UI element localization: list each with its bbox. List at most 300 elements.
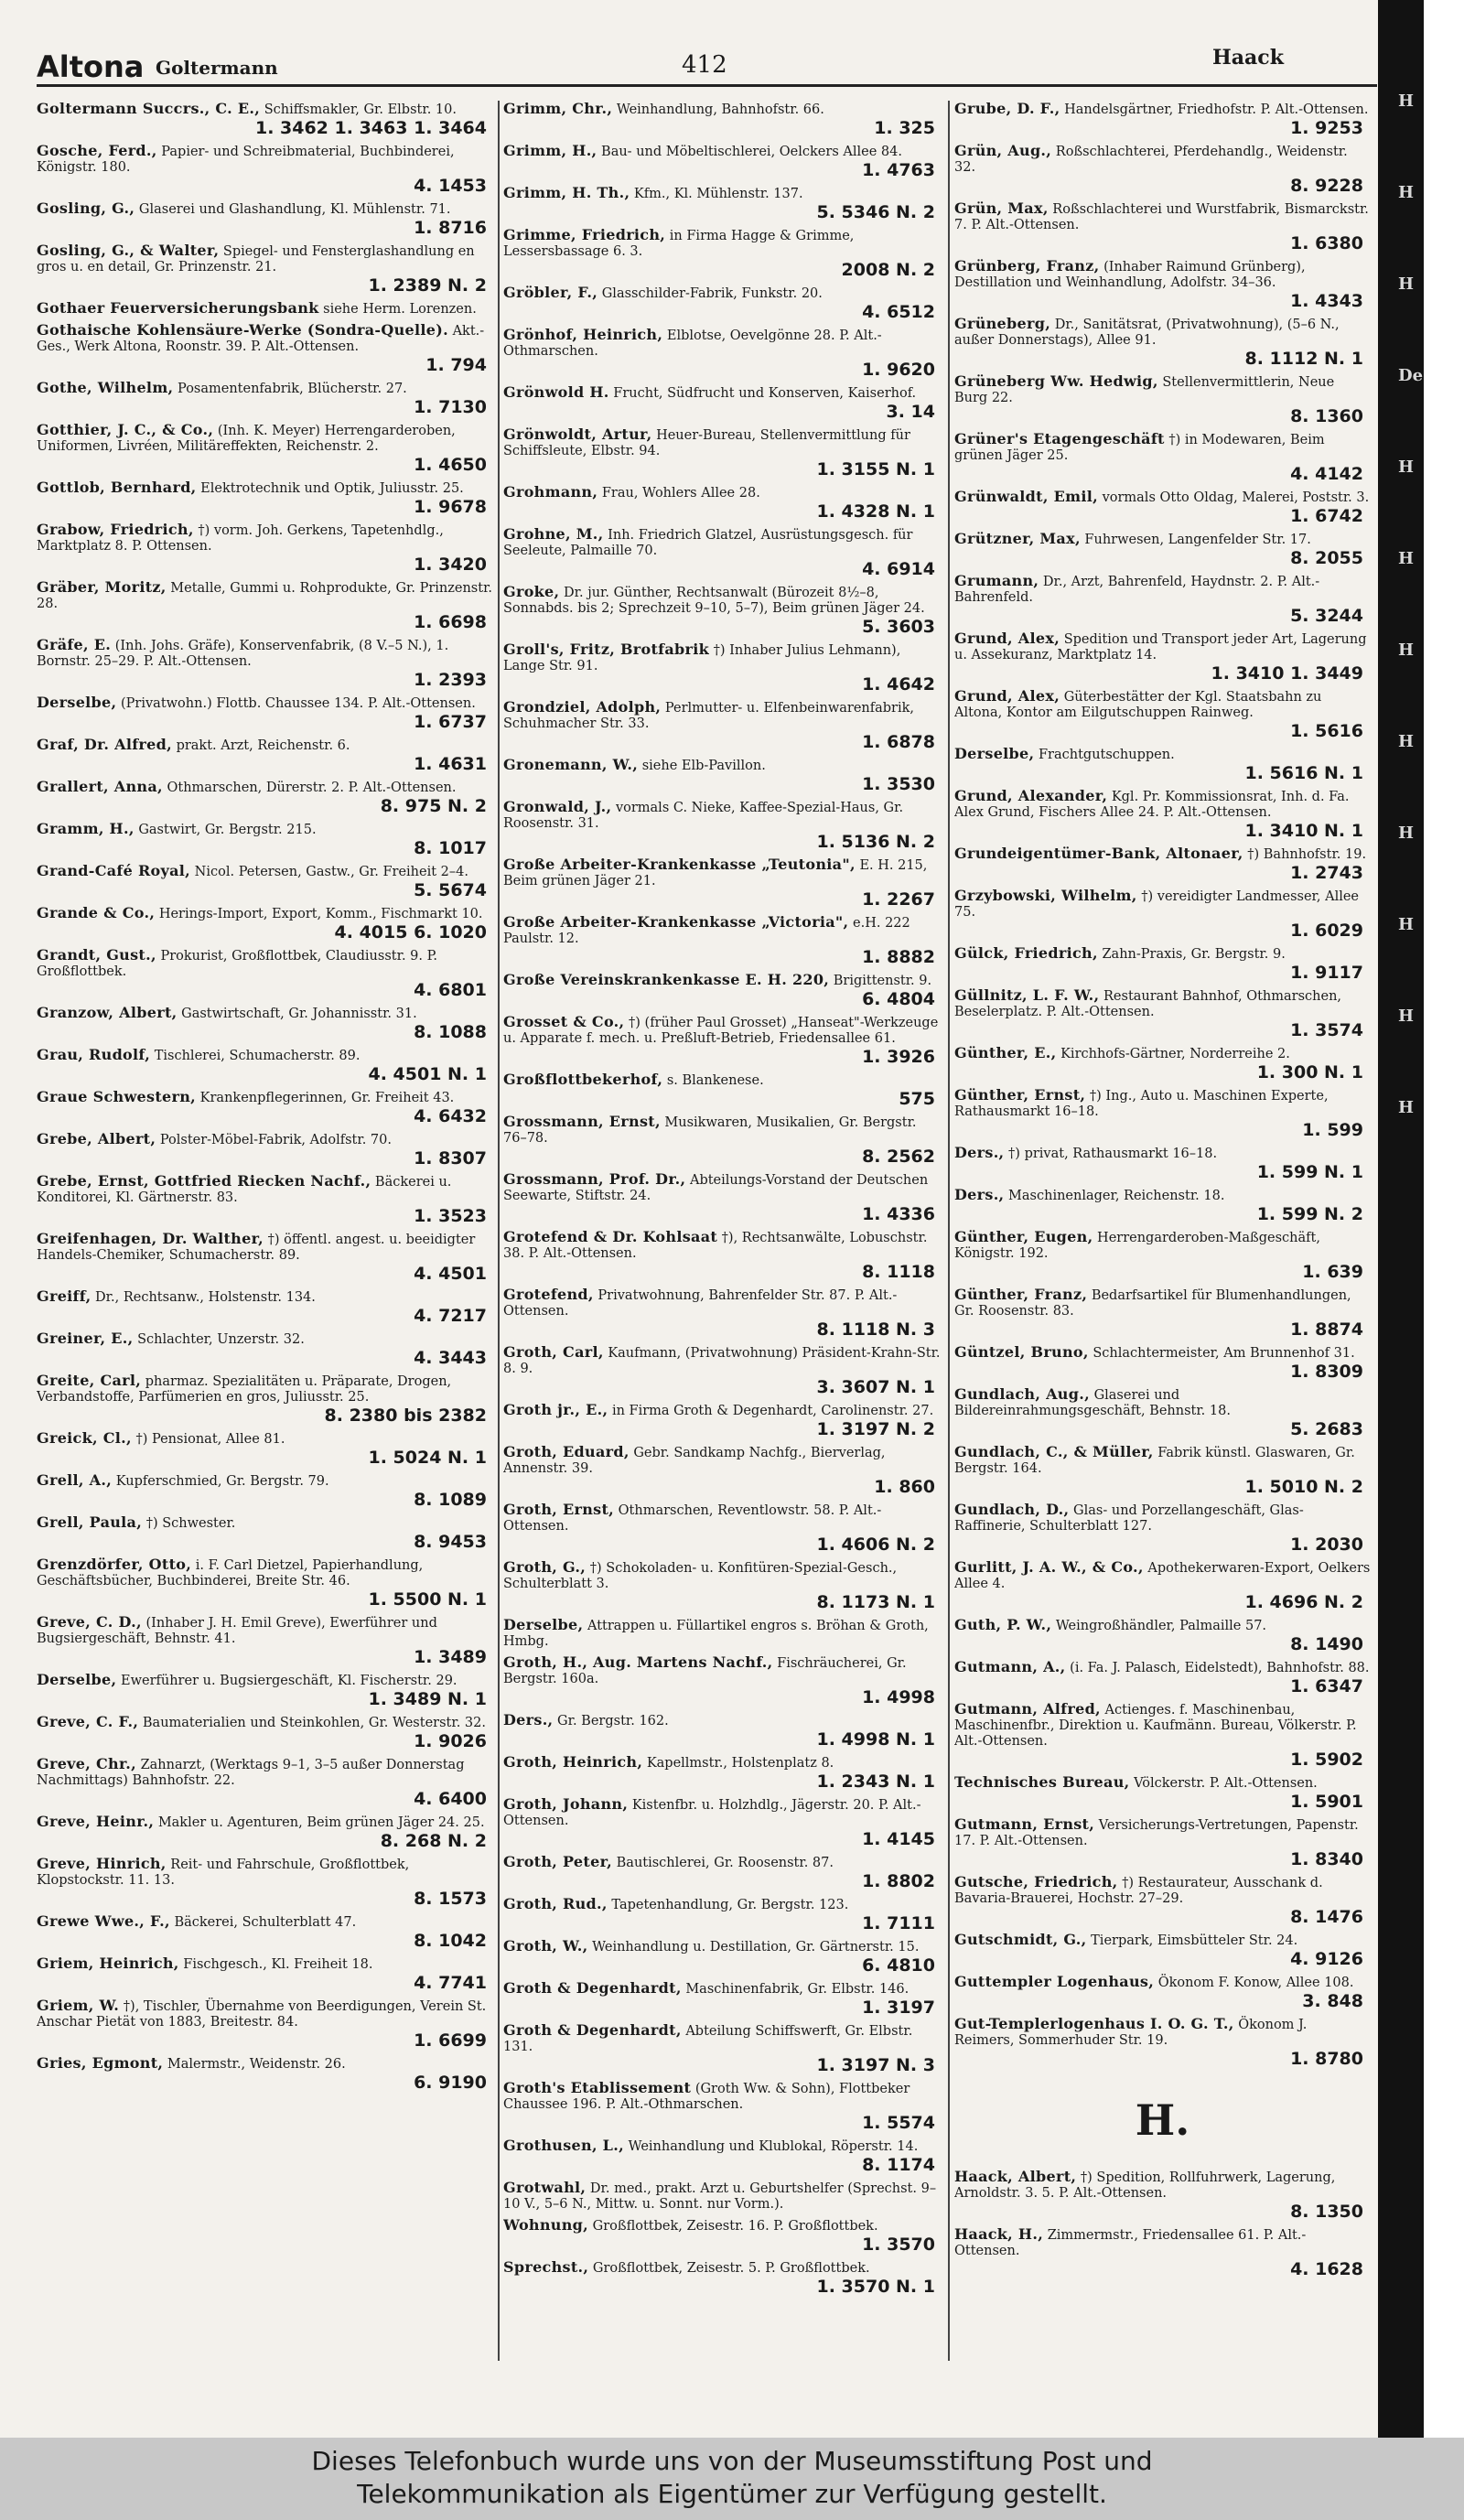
entry-name: Grimm, H. Th., xyxy=(503,184,630,201)
neighbor-page-letter: H xyxy=(1398,549,1415,568)
entry-phone-number: 4. 7741 xyxy=(414,1973,487,1993)
entry-phone-number: 1. 8802 xyxy=(862,1871,935,1891)
directory-entry xyxy=(503,1559,942,1612)
directory-entry xyxy=(954,1045,1371,1082)
entry-details: Gr. Bergstr. 162. xyxy=(557,1714,669,1728)
entry-name: Grumann, xyxy=(954,572,1039,589)
directory-entry xyxy=(503,2217,942,2255)
entry-phone-number: 8. 1173 N. 1 xyxy=(816,1592,935,1612)
entry-details: Abteilungs-Vorstand der Deutschen Seewarte, Stiftstr. 24. xyxy=(503,1173,929,1203)
entry-name: Groth, Eduard, xyxy=(503,1443,630,1460)
entry-name: Granzow, Albert, xyxy=(37,1004,178,1021)
entry-phone-number: 2008 N. 2 xyxy=(841,260,935,280)
entry-phone-number: 3. 3607 N. 1 xyxy=(816,1377,935,1397)
directory-entry xyxy=(503,1754,942,1792)
entry-phone-number: 1. 325 xyxy=(874,118,935,138)
entry-name: Greite, Carl, xyxy=(37,1372,142,1389)
directory-entry xyxy=(503,1854,942,1891)
entry-phone-number: 4. 6801 xyxy=(414,980,487,1000)
entry-details: Glasschilder-Fabrik, Funkstr. 20. xyxy=(601,286,823,301)
entry-details: †) vorm. Joh. Gerkens, Tapetenhdlg., Marktplatz 8. P. Ottensen. xyxy=(37,523,444,554)
entry-name: Grimme, Friedrich, xyxy=(503,226,666,243)
entry-details: Tischlerei, Schumacherstr. 89. xyxy=(154,1049,361,1063)
directory-entry xyxy=(954,1187,1371,1224)
entry-name: Grimm, H., xyxy=(503,142,597,159)
entry-details: (Inh. K. Meyer) Herrengarderoben, Uniformen, Livréen, Militäreffekten, Reichenstr. 2. xyxy=(37,424,456,454)
entry-name: Groth, Rud., xyxy=(503,1895,608,1912)
entry-phone-number: 1. 6742 xyxy=(1290,506,1363,526)
directory-entry xyxy=(954,143,1371,196)
entry-details: Maschinenfabrik, Gr. Elbstr. 146. xyxy=(685,1982,910,1997)
entry-details: Weinhandlung und Klublokal, Röperstr. 14. xyxy=(628,2139,919,2154)
banner-line-2: Telekommunikation als Eigentümer zur Verfügung gestellt. xyxy=(357,2479,1107,2509)
entry-phone-number: 4. 6512 xyxy=(862,302,935,322)
directory-entry xyxy=(954,688,1371,741)
entry-phone-number: 1. 599 xyxy=(1302,1120,1363,1140)
entry-details: Spiegel- und Fensterglashandlung en gros u. en detail, Gr. Prinzenstr. 21. xyxy=(37,244,475,275)
entry-details: †) Pensionat, Allee 81. xyxy=(135,1432,285,1447)
entry-phone-number: 8. 1089 xyxy=(414,1490,487,1510)
entry-details: Versicherungs-Vertretungen, Papenstr. 17. P. Alt.-Ottensen. xyxy=(954,1818,1359,1848)
entry-phone-number: 1. 4328 N. 1 xyxy=(816,501,935,522)
entry-details: Tapetenhandlung, Gr. Bergstr. 123. xyxy=(611,1898,849,1912)
directory-entry xyxy=(37,1955,494,1993)
directory-entry xyxy=(503,526,942,579)
entry-name: Graue Schwestern, xyxy=(37,1088,197,1105)
entry-name: Greve, Heinr., xyxy=(37,1813,155,1830)
entry-details: Brigittenstr. 9. xyxy=(833,974,932,988)
entry-name: Greiff, xyxy=(37,1287,92,1305)
directory-entry xyxy=(954,1145,1371,1182)
entry-phone-number: 8. 1360 xyxy=(1290,406,1363,426)
entry-name: Günther, Ernst, xyxy=(954,1086,1086,1104)
entry-details: prakt. Arzt, Reichenstr. 6. xyxy=(176,738,350,753)
entry-name: Grohne, M., xyxy=(503,525,604,543)
entry-name: Güntzel, Bruno, xyxy=(954,1343,1089,1361)
entry-details: Schlachter, Unzerstr. 32. xyxy=(137,1332,305,1347)
entry-phone-number: 1. 2393 xyxy=(414,670,487,690)
entry-phone-number: 8. 9228 xyxy=(1290,176,1363,196)
entry-details: Fischräucherei, Gr. Bergstr. 160a. xyxy=(503,1656,907,1686)
entry-name: Grothusen, L., xyxy=(503,2137,624,2154)
entry-name: Grau, Rudolf, xyxy=(37,1046,151,1063)
entry-details: Ökonom F. Konow, Allee 108. xyxy=(1157,1976,1354,1990)
entry-name: Große Arbeiter-Krankenkasse „Teutonia", xyxy=(503,856,856,873)
entry-name: Haack, Albert, xyxy=(954,2168,1077,2185)
directory-entry xyxy=(503,699,942,752)
entry-details: Kapellmstr., Holstenplatz 8. xyxy=(646,1756,834,1771)
entry-phone-number: 1. 6878 xyxy=(862,732,935,752)
directory-entry xyxy=(37,1514,494,1552)
directory-entry xyxy=(503,2138,942,2175)
entry-details: Kirchhofs-Gärtner, Norderreihe 2. xyxy=(1060,1047,1290,1061)
column-3-entries-after-letter xyxy=(954,2169,1371,2279)
directory-entry xyxy=(37,1814,494,1851)
directory-entry xyxy=(503,1938,942,1976)
entry-name: Guth, P. W., xyxy=(954,1616,1052,1633)
directory-entry xyxy=(37,1856,494,1909)
entry-details: Fischgesch., Kl. Freiheit 18. xyxy=(183,1957,373,1972)
directory-entry xyxy=(954,200,1371,253)
entry-name: Grallert, Anna, xyxy=(37,778,163,795)
directory-entry xyxy=(503,1171,942,1224)
entry-details: pharmaz. Spezialitäten u. Präparate, Drogen, Verbandstoffe, Parfümerien en gros, Juliusstr. 25. xyxy=(37,1374,452,1405)
entry-phone-number: 1. 4650 xyxy=(414,455,487,475)
entry-phone-number: 1. 8780 xyxy=(1290,2049,1363,2069)
directory-entry xyxy=(37,200,494,238)
entry-phone-number: 1. 794 xyxy=(425,355,487,375)
entry-name: Greifenhagen, Dr. Walther, xyxy=(37,1230,264,1247)
entry-name: Guttempler Logenhaus, xyxy=(954,1973,1155,1990)
directory-entry xyxy=(37,380,494,417)
entry-name: Groth, Johann, xyxy=(503,1795,629,1813)
page-header xyxy=(37,40,1354,86)
column-divider xyxy=(498,101,500,2361)
entry-name: Groth & Degenhardt, xyxy=(503,2021,682,2039)
entry-name: Greve, Hinrich, xyxy=(37,1855,167,1872)
entry-name: Gothaische Kohlensäure-Werke (Sondra-Quelle). xyxy=(37,321,448,339)
directory-entry xyxy=(503,227,942,280)
entry-name: Groth & Degenhardt, xyxy=(503,1979,682,1997)
directory-entry xyxy=(37,1288,494,1326)
header-range-end: Haack xyxy=(1212,46,1284,70)
entry-name: Grünberg, Franz, xyxy=(954,257,1100,275)
entry-details: (Groth Ww. & Sohn), Flottbeker Chaussee 196. P. Alt.-Othmarschen. xyxy=(503,2082,910,2112)
directory-entry xyxy=(37,1913,494,1951)
entry-details: Abteilung Schiffswerft, Gr. Elbstr. 131. xyxy=(503,2024,913,2054)
neighbor-page-letters xyxy=(1398,92,1424,1190)
directory-entry xyxy=(37,821,494,858)
directory-entry xyxy=(37,1430,494,1468)
entry-phone-number: 1. 5500 N. 1 xyxy=(368,1589,487,1610)
directory-entry xyxy=(37,579,494,632)
entry-details: Dr., Sanitätsrat, (Privatwohnung), (5–6 N., außer Donnerstags), Allee 91. xyxy=(954,318,1340,348)
directory-entry xyxy=(954,746,1371,783)
entry-phone-number: 1. 9253 xyxy=(1290,118,1363,138)
directory-entry xyxy=(954,1386,1371,1439)
entry-name: Grotefend & Dr. Kohlsaat xyxy=(503,1228,718,1245)
entry-phone-number: 1. 7130 xyxy=(414,397,487,417)
entry-details: in Firma Hagge & Grimme, Lessersbassage 6. 3. xyxy=(503,229,855,259)
neighbor-page-letter: H xyxy=(1398,458,1415,477)
entry-phone-number: 1. 2743 xyxy=(1290,863,1363,883)
entry-details: Fabrik künstl. Glaswaren, Gr. Bergstr. 164. xyxy=(954,1446,1355,1476)
entry-name: Grewe Wwe., F., xyxy=(37,1912,170,1930)
entry-phone-number: 1. 7111 xyxy=(862,1913,935,1933)
entry-phone-number: 1. 6698 xyxy=(414,612,487,632)
entry-name: Derselbe, xyxy=(503,1616,584,1633)
directory-entry xyxy=(37,1173,494,1226)
entry-phone-number: 4. 1628 xyxy=(1290,2259,1363,2279)
directory-entry xyxy=(954,573,1371,626)
header-place: Altona xyxy=(37,49,145,84)
directory-entry xyxy=(954,2016,1371,2069)
entry-details: Othmarschen, Dürerstr. 2. P. Alt.-Ottensen. xyxy=(167,781,457,795)
entry-details: Dr., Arzt, Bahrenfeld, Haydnstr. 2. P. Alt.-Bahrenfeld. xyxy=(954,575,1320,605)
entry-details: Völckerstr. P. Alt.-Ottensen. xyxy=(1134,1776,1318,1791)
directory-entry xyxy=(503,1796,942,1849)
entry-phone-number: 8. 1476 xyxy=(1290,1907,1363,1927)
entry-name: Gutmann, Alfred, xyxy=(954,1700,1101,1718)
entry-name: Griem, Heinrich, xyxy=(37,1955,179,1972)
directory-entry xyxy=(37,1614,494,1667)
entry-name: Gothe, Wilhelm, xyxy=(37,379,174,396)
directory-entry xyxy=(503,1402,942,1439)
entry-details: Akt.-Ges., Werk Altona, Roonstr. 39. P. Alt.-Ottensen. xyxy=(37,324,485,354)
entry-name: Groth, Heinrich, xyxy=(503,1753,643,1771)
entry-name: Groth jr., E., xyxy=(503,1401,608,1418)
entry-phone-number: 8. 2055 xyxy=(1290,548,1363,568)
entry-phone-number: 1. 2267 xyxy=(862,889,935,910)
entry-phone-number: 8. 1490 xyxy=(1290,1634,1363,1654)
entry-details: Frachtgutschuppen. xyxy=(1039,748,1175,762)
entry-details: Actienges. f. Maschinenbau, Maschinenfbr., Direktion u. Kaufmänn. Bureau, Völkerstr. P. Alt.-Ottensen. xyxy=(954,1703,1357,1749)
entry-details: Ewerführer u. Bugsiergeschäft, Kl. Fischerstr. 29. xyxy=(121,1674,458,1688)
entry-phone-number: 8. 2380 bis 2382 xyxy=(324,1405,487,1426)
entry-phone-number: 8. 1118 xyxy=(862,1262,935,1282)
entry-details: Bäckerei, Schulterblatt 47. xyxy=(174,1915,357,1930)
entry-details: Großflottbek, Zeisestr. 5. P. Großflottbek. xyxy=(592,2261,870,2276)
entry-details: †) in Modewaren, Beim grünen Jäger 25. xyxy=(954,433,1325,463)
directory-entry xyxy=(503,384,942,422)
entry-phone-number: 4. 3443 xyxy=(414,1348,487,1368)
entry-name: Derselbe, xyxy=(954,745,1035,762)
neighbor-page-letter: H xyxy=(1398,1007,1415,1026)
entry-name: Gries, Egmont, xyxy=(37,2054,164,2072)
directory-entry xyxy=(37,1373,494,1426)
directory-entry xyxy=(503,1287,942,1340)
directory-entry xyxy=(37,1231,494,1284)
page-number: 412 xyxy=(682,51,727,79)
entry-name: Grosset & Co., xyxy=(503,1013,625,1030)
entry-phone-number: 1. 5024 N. 1 xyxy=(368,1448,487,1468)
entry-phone-number: 4. 7217 xyxy=(414,1306,487,1326)
entry-name: Grebe, Albert, xyxy=(37,1130,156,1147)
entry-phone-number: 1. 300 N. 1 xyxy=(1256,1062,1363,1082)
column-3-entries xyxy=(954,101,1371,2069)
entry-details: Elektrotechnik und Optik, Juliusstr. 25. xyxy=(200,481,464,496)
entry-name: Grund, Alex, xyxy=(954,630,1060,647)
entry-phone-number: 1. 9678 xyxy=(414,497,487,517)
entry-name: Goltermann Succrs., C. E., xyxy=(37,101,261,117)
entry-details: Polster-Möbel-Fabrik, Adolfstr. 70. xyxy=(159,1133,392,1147)
entry-name: Grell, A., xyxy=(37,1471,113,1489)
entry-name: Gronemann, W., xyxy=(503,756,639,773)
entry-details: †) Schokoladen- u. Konfitüren-Spezial-Gesch., Schulterblatt 3. xyxy=(503,1561,898,1591)
directory-entry xyxy=(37,101,494,138)
entry-phone-number: 1. 639 xyxy=(1302,1262,1363,1282)
entry-phone-number: 4. 4501 xyxy=(414,1264,487,1284)
directory-entry xyxy=(954,1774,1371,1812)
entry-details: Bau- und Möbeltischlerei, Oelckers Allee 84. xyxy=(601,145,902,159)
entry-details: †) Spedition, Rollfuhrwerk, Lagerung, Arnoldstr. 3. 5. P. Alt.-Ottensen. xyxy=(954,2170,1336,2201)
directory-entry xyxy=(37,522,494,575)
entry-phone-number: 1. 6737 xyxy=(414,712,487,732)
entry-details: Ökonom J. Reimers, Sommerhuder Str. 19. xyxy=(954,2018,1308,2048)
entry-name: Sprechst., xyxy=(503,2258,589,2276)
entry-name: Große Vereinskrankenkasse E. H. 220, xyxy=(503,971,830,988)
entry-phone-number: 1. 3197 xyxy=(862,1998,935,2018)
entry-details: Spedition und Transport jeder Art, Lagerung u. Assekuranz, Marktplatz 14. xyxy=(954,632,1367,662)
neighbor-page-letter: H xyxy=(1398,641,1415,660)
directory-entry xyxy=(37,1047,494,1084)
entry-details: Dr. med., prakt. Arzt u. Geburtshelfer (Sprechst. 9–10 V., 5–6 N., Mittw. u. Sonnt. nur Vorm.). xyxy=(503,2181,937,2212)
entry-details: Kfm., Kl. Mühlenstr. 137. xyxy=(633,187,803,201)
entry-details: Bedarfsartikel für Blumenhandlungen, Gr. Roosenstr. 83. xyxy=(954,1288,1351,1319)
entry-name: Gosling, G., xyxy=(37,199,135,217)
directory-entry xyxy=(954,888,1371,941)
section-letter: H. xyxy=(1135,2095,1190,2145)
entry-phone-number: 4. 9126 xyxy=(1290,1949,1363,1969)
entry-name: Grimm, Chr., xyxy=(503,101,613,117)
entry-phone-number: 4. 6432 xyxy=(414,1106,487,1126)
directory-column-1 xyxy=(37,101,494,2370)
directory-entry xyxy=(954,1701,1371,1770)
entry-phone-number: 8. 1042 xyxy=(414,1931,487,1951)
entry-details: Privatwohnung, Bahrenfelder Str. 87. P. Alt.-Ottensen. xyxy=(503,1288,898,1319)
entry-phone-number: 1. 860 xyxy=(874,1477,935,1497)
entry-details: (Inh. Johs. Gräfe), Konservenfabrik, (8 V.–5 N.), 1. Bornstr. 25–29. P. Alt.-Ottensen. xyxy=(37,639,449,669)
entry-name: Grzybowski, Wilhelm, xyxy=(954,887,1137,904)
entry-details: (i. Fa. J. Palasch, Eidelstedt), Bahnhofstr. 88. xyxy=(1070,1661,1370,1675)
entry-phone-number: 1. 4606 N. 2 xyxy=(816,1535,935,1555)
entry-details: siehe Elb-Pavillon. xyxy=(641,759,766,773)
entry-details: (Privatwohn.) Flottb. Chaussee 134. P. Alt.-Ottensen. xyxy=(121,696,476,711)
directory-entry xyxy=(954,101,1371,138)
directory-entry xyxy=(503,1072,942,1109)
entry-phone-number: 6. 4804 xyxy=(862,989,935,1009)
directory-entry xyxy=(37,1472,494,1510)
entry-phone-number: 1. 8340 xyxy=(1290,1849,1363,1869)
entry-details: E. H. 215, Beim grünen Jäger 21. xyxy=(503,858,928,888)
entry-details: vormals C. Nieke, Kaffee-Spezial-Haus, Gr. Roosenstr. 31. xyxy=(503,801,904,831)
directory-entry xyxy=(954,1087,1371,1140)
entry-details: Kaufmann, (Privatwohnung) Präsident-Krahn-Str. 8. 9. xyxy=(503,1346,941,1376)
entry-phone-number: 8. 9453 xyxy=(414,1532,487,1552)
entry-phone-number: 8. 1573 xyxy=(414,1889,487,1909)
directory-entry xyxy=(954,845,1371,883)
entry-details: †) Ing., Auto u. Maschinen Experte, Rathausmarkt 16–18. xyxy=(954,1089,1329,1119)
directory-entry xyxy=(37,1330,494,1368)
directory-entry xyxy=(37,1714,494,1751)
directory-entry xyxy=(954,1559,1371,1612)
entry-name: Grönhof, Heinrich, xyxy=(503,326,663,343)
entry-details: †) vereidigter Landmesser, Allee 75. xyxy=(954,889,1360,920)
entry-phone-number: 5. 5674 xyxy=(414,880,487,900)
directory-entry xyxy=(503,484,942,522)
entry-phone-number: 1. 5902 xyxy=(1290,1750,1363,1770)
entry-name: Grützner, Max, xyxy=(954,530,1081,547)
entry-name: Wohnung, xyxy=(503,2216,589,2234)
directory-entry xyxy=(954,316,1371,369)
entry-details: †), Tischler, Übernahme von Beerdigungen, Verein St. Anschar Pietät von 1883, Breitestr. 84. xyxy=(37,1999,487,2030)
entry-phone-number: 4. 1453 xyxy=(414,176,487,196)
entry-details: vormals Otto Oldag, Malerei, Poststr. 3. xyxy=(1102,490,1370,505)
entry-name: Gröbler, F., xyxy=(503,284,598,301)
entry-name: Grün, Max, xyxy=(954,199,1049,217)
entry-phone-number: 6. 9190 xyxy=(414,2073,487,2093)
directory-entry xyxy=(503,1014,942,1067)
entry-details: Gastwirtschaft, Gr. Johannisstr. 31. xyxy=(181,1007,417,1021)
entry-name: Großflottbekerhof, xyxy=(503,1071,663,1088)
entry-phone-number: 1. 3197 N. 2 xyxy=(816,1419,935,1439)
entry-phone-number: 4. 6914 xyxy=(862,559,935,579)
entry-name: Grönwoldt, Artur, xyxy=(503,425,652,443)
entry-name: Grell, Paula, xyxy=(37,1513,143,1531)
entry-phone-number: 1. 6380 xyxy=(1290,233,1363,253)
entry-phone-number: 1. 4696 N. 2 xyxy=(1244,1592,1363,1612)
entry-details: Zimmermstr., Friedensallee 61. P. Alt.-Ottensen. xyxy=(954,2228,1307,2258)
entry-details: Restaurant Bahnhof, Othmarschen, Beselerplatz. P. Alt.-Ottensen. xyxy=(954,989,1342,1019)
entry-name: Güllnitz, L. F. W., xyxy=(954,986,1100,1004)
entry-details: Attrappen u. Füllartikel engros s. Bröhan & Groth, Hmbg. xyxy=(503,1619,929,1649)
directory-entry xyxy=(954,1344,1371,1382)
directory-entry xyxy=(503,1229,942,1282)
directory-entry xyxy=(37,300,494,318)
entry-name: Grenzdörfer, Otto, xyxy=(37,1556,192,1573)
entry-name: Groth, Ernst, xyxy=(503,1501,615,1518)
entry-name: Gothaer Feuerversicherungsbank xyxy=(37,299,319,317)
directory-entry xyxy=(503,1502,942,1555)
entry-phone-number: 1. 5616 N. 1 xyxy=(1244,763,1363,783)
entry-details: Inh. Friedrich Glatzel, Ausrüstungsgesch. für Seeleute, Palmaille 70. xyxy=(503,528,913,558)
entry-name: Grundeigentümer-Bank, Altonaer, xyxy=(954,845,1243,862)
entry-name: Grünwaldt, Emil, xyxy=(954,488,1098,505)
entry-name: Groke, xyxy=(503,583,560,600)
entry-name: Greve, C. F., xyxy=(37,1713,139,1730)
entry-phone-number: 8. 1118 N. 3 xyxy=(816,1319,935,1340)
entry-details: †) öffentl. angest. u. beeidigter Handels-Chemiker, Schumacherstr. 89. xyxy=(37,1233,476,1263)
directory-entry xyxy=(954,945,1371,983)
entry-phone-number: 1. 3530 xyxy=(862,774,935,794)
directory-column-2 xyxy=(503,101,942,2370)
entry-details: †) Schwester. xyxy=(145,1516,236,1531)
directory-entry xyxy=(954,630,1371,684)
directory-entry xyxy=(954,489,1371,526)
neighbor-page-letter: De xyxy=(1398,366,1424,385)
directory-entry xyxy=(954,2226,1371,2279)
entry-name: Gräber, Moritz, xyxy=(37,578,167,596)
entry-details: Stellenvermittlerin, Neue Burg 22. xyxy=(954,375,1335,405)
directory-entry xyxy=(37,242,494,296)
directory-entry xyxy=(954,1502,1371,1555)
entry-name: Gutschmidt, G., xyxy=(954,1931,1087,1948)
entry-name: Grüneberg, xyxy=(954,315,1051,332)
entry-phone-number: 1. 3574 xyxy=(1290,1020,1363,1040)
entry-phone-number: 1. 4642 xyxy=(862,674,935,695)
entry-details: Großflottbek, Zeisestr. 16. P. Großflottbek. xyxy=(592,2219,878,2234)
entry-details: s. Blankenese. xyxy=(666,1073,764,1088)
entry-phone-number: 1. 5901 xyxy=(1290,1792,1363,1812)
entry-details: Bäckerei u. Konditorei, Kl. Gärtnerstr. 83. xyxy=(37,1175,452,1205)
entry-name: Grande & Co., xyxy=(37,904,156,921)
directory-entry xyxy=(503,1712,942,1750)
entry-phone-number: 1. 599 N. 1 xyxy=(1256,1162,1363,1182)
directory-entry xyxy=(503,757,942,794)
entry-details: Dr. jur. Günther, Rechtsanwalt (Bürozeit 8½–8, Sonnabds. bis 2; Sprechzeit 9–10, 5–7), Beim grünen Jäger 24. xyxy=(503,586,925,616)
entry-phone-number: 1. 9620 xyxy=(862,360,935,380)
directory-entry xyxy=(503,641,942,695)
entry-details: Güterbestätter der Kgl. Staatsbahn zu Altona, Kontor am Eilgutschuppen Rainweg. xyxy=(954,690,1322,720)
entry-phone-number: 5. 5346 N. 2 xyxy=(816,202,935,222)
entry-name: Grandt, Gust., xyxy=(37,946,156,964)
entry-details: Papier- und Schreibmaterial, Buchbinderei, Königstr. 180. xyxy=(37,145,455,175)
entry-name: Gräfe, E. xyxy=(37,636,112,653)
entry-name: Grund, Alexander, xyxy=(954,787,1108,804)
entry-details: Glas- und Porzellangeschäft, Glas-Raffinerie, Schulterblatt 127. xyxy=(954,1503,1304,1534)
entry-phone-number: 8. 1088 xyxy=(414,1022,487,1042)
entry-details: Krankenpflegerinnen, Gr. Freiheit 43. xyxy=(199,1091,455,1105)
